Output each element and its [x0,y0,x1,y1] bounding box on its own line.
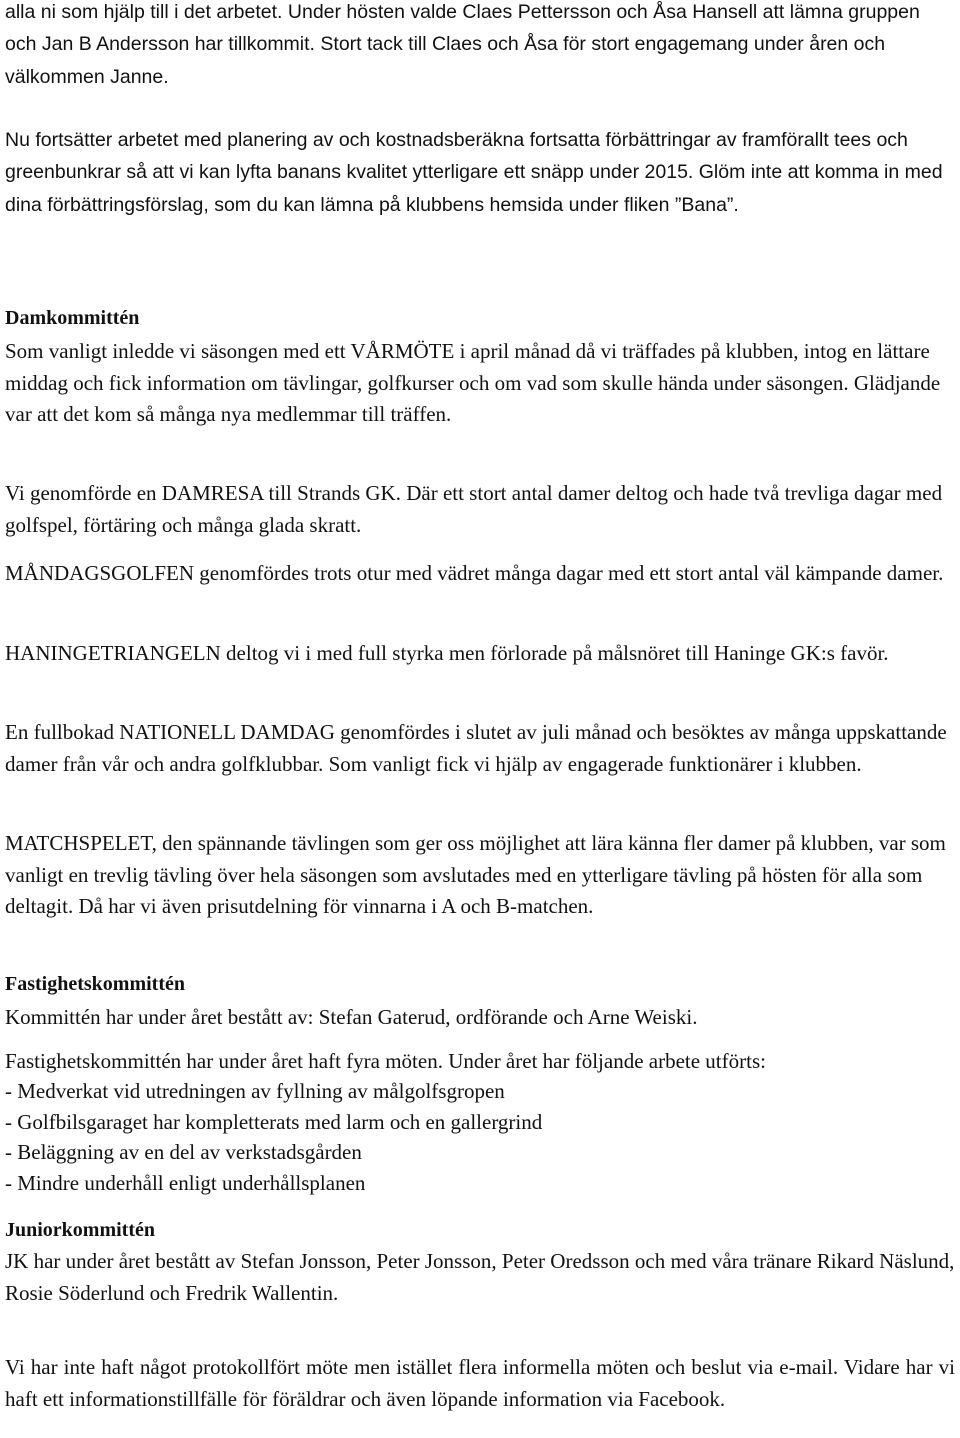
paragraph-damkommitten-matchspelet: MATCHSPELET, den spännande tävlingen som ger oss möjlighet att lära känna fler damer på klubben, var som vanligt en trevlig tävling över hela säsongen som avslutades med en ytterligare tävling på hösten för alla som deltagit. Då har vi även prisutdelning för vinnarna i A och B-matchen. [5,831,946,918]
paragraph-juniorkommitten-members: JK har under året bestått av Stefan Jonsson, Peter Jonsson, Peter Oredsson och med våra tränare Rikard Näslund, Rosie Söderlund och Fredrik Wallentin. [5,1249,955,1305]
heading-juniorkommitten: Juniorkommittén [5,1219,155,1241]
paragraph-bana-plans: Nu fortsätter arbetet med planering av och kostnadsberäkna fortsatta förbättringar av framförallt tees och greenbunkrar så att vi kan lyfta banans kvalitet ytterligare ett snäpp under 2015. Glöm inte att komma in med dina förbättringsförslag, som du kan lämna på klubbens hemsida under fliken ”Bana”. [5,129,943,216]
paragraph-damkommitten-damdag: En fullbokad NATIONELL DAMDAG genomfördes i slutet av juli månad och besöktes av många uppskattande damer från vår och andra golfklubbar. Som vanligt fick vi hjälp av engagerade funktionärer i klubben. [5,720,947,776]
paragraph-damkommitten-damresa: Vi genomförde en DAMRESA till Strands GK. Där ett stort antal damer deltog och hade två trevliga dagar med golfspel, förtäring och många glada skratt. [5,481,943,537]
paragraph-intro-end: alla ni som hjälp till i det arbetet. Under hösten valde Claes Pettersson och Åsa Hansell att lämna gruppen och Jan B Andersson har tillkommit. Stort tack till Claes och Åsa för stort engagemang under åren och välkommen Janne. [5,1,920,88]
fastighetskommitten-work-list [5,1076,955,1198]
paragraph-juniorkommitten-meetings: Vi har inte haft något protokollfört möte men istället flera informella möten och beslut via e-mail. Vidare har vi haft ett informationstillfälle för föräldrar och även löpande information via Facebook. [5,1355,955,1411]
paragraph-fastighetskommitten-members: Kommittén har under året bestått av: Stefan Gaterud, ordförande och Arne Weiski. [5,1005,698,1029]
list-item: - Mindre underhåll enligt underhållsplanen [5,1170,366,1195]
paragraph-damkommitten-haningetriangeln: HANINGETRIANGELN deltog vi i med full styrka men förlorade på målsnöret till Haninge GK:s favör. [5,641,889,665]
paragraph-damkommitten-varmote: Som vanligt inledde vi säsongen med ett VÅRMÖTE i april månad då vi träffades på klubben, intog en lättare middag och fick information om tävlingar, golfkurser och om vad som skulle hända under säsongen. Glädjande var att det kom så många nya medlemmar till träffen. [5,339,941,426]
paragraph-damkommitten-mandagsgolfen: MÅNDAGSGOLFEN genomfördes trots otur med vädret många dagar med ett stort antal väl kämpande damer. [5,561,944,585]
heading-fastighetskommitten: Fastighetskommittén [5,973,185,995]
list-item: - Medverkat vid utredningen av fyllning av målgolfsgropen [5,1079,505,1103]
heading-damkommitten: Damkommittén [5,307,140,329]
list-item: - Beläggning av en del av verkstadsgården [5,1140,362,1164]
list-item: - Golfbilsgaraget har kompletterats med larm och en gallergrind [5,1109,543,1134]
paragraph-fastighetskommitten-meetings: Fastighetskommittén har under året haft fyra möten. Under året har följande arbete utförts: [5,1049,766,1073]
